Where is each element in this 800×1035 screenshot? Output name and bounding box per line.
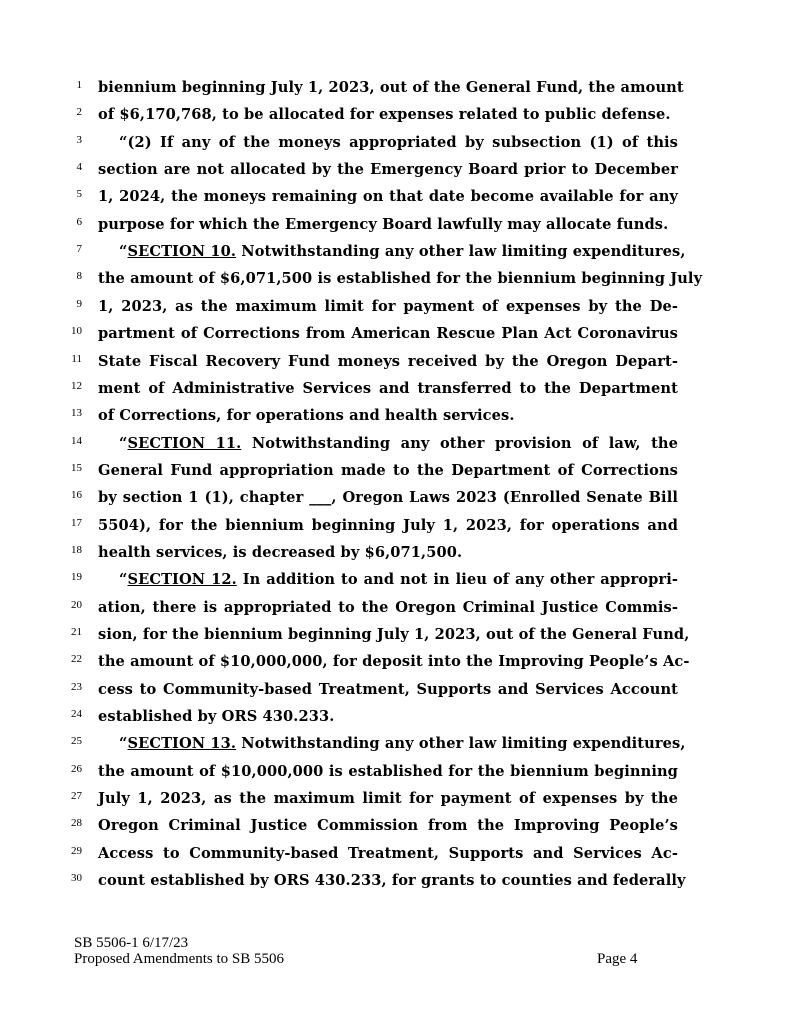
line-number: 15 [71,461,82,474]
line-body-text: ation, there is appropriated to the Oregon Criminal Justice Commis- [98,598,678,616]
line-body-text: health services, is decreased by $6,071,500. [98,543,463,561]
line-body-text: sion, for the biennium beginning July 1, 2023, out of the General Fund, [98,626,690,643]
line-body-text: purpose for which the Emergency Board lawfully may allocate funds. [98,215,669,233]
line-body-text: Notwithstanding any other law limiting expenditures, [236,735,686,753]
line-text [98,156,678,183]
line-body-text: 1, 2024, the moneys remaining on that date become available for any [98,188,678,206]
document-line [0,402,800,429]
line-lead-text: “ [119,735,128,753]
document-line [0,812,800,839]
line-number: 17 [71,516,82,529]
line-lead-text: “ [119,243,128,261]
line-text [98,758,678,785]
line-text [98,183,678,210]
document-line [0,758,800,785]
line-text [98,402,678,429]
document-line [0,785,800,812]
line-number: 23 [71,680,82,693]
line-text [98,348,678,375]
line-number: 29 [71,844,82,857]
line-text [98,703,678,730]
document-line [0,484,800,511]
document-line [0,512,800,539]
document-line [0,457,800,484]
line-text [98,812,678,839]
line-text [98,375,678,402]
document-line [0,703,800,730]
line-text [98,265,703,292]
section-heading: SECTION 11. [127,434,242,452]
line-number: 1 [76,79,82,91]
line-text [98,867,686,894]
line-text [98,74,684,101]
line-number: 22 [71,653,82,666]
line-number: 16 [71,489,82,502]
line-number: 21 [71,626,82,638]
document-line [0,265,800,292]
line-body-text: In addition to and not in lieu of any other appropri- [236,571,678,589]
line-body-text: 5504), for the biennium beginning July 1, 2023, for operations and [98,516,678,534]
line-body-text: by section 1 (1), chapter ___, Oregon Laws 2023 (Enrolled Senate Bill [98,489,678,507]
line-number: 27 [71,790,82,803]
line-text [119,730,686,757]
line-number: 9 [76,297,82,310]
line-number: 24 [71,708,82,721]
document-line [0,840,800,867]
document-line [0,648,800,675]
line-number: 11 [71,352,82,365]
line-text [98,840,678,867]
line-text [98,293,678,320]
line-number: 18 [71,543,82,556]
line-body-text: Notwithstanding any other provision of law, the [241,434,679,452]
line-text [98,457,678,484]
document-line [0,539,800,566]
line-text [119,238,686,265]
line-number: 13 [71,407,82,420]
line-body-text: of Corrections, for operations and health services. [98,407,515,425]
document-line [0,293,800,320]
page-footer [74,935,674,967]
document-line [0,183,800,210]
line-number: 8 [76,270,82,283]
line-body-text: cess to Community-based Treatment, Supports and Services Account [98,680,678,698]
line-number: 20 [71,598,82,611]
line-body-text: biennium beginning July 1, 2023, out of the General Fund, the amount [98,79,684,96]
line-text [98,648,690,675]
line-body-text: count established by ORS 430.233, for grants to counties and federally [98,872,686,890]
line-body-text: ment of Administrative Services and transferred to the Department [98,379,678,397]
document-line [0,101,800,128]
line-text [98,101,678,128]
line-body-text: partment of Corrections from American Rescue Plan Act Coronavirus [98,325,678,343]
document-line [0,211,800,238]
line-number: 12 [71,379,82,392]
line-body-text: State Fiscal Recovery Fund moneys received by the Oregon Depart- [98,352,678,370]
document-line [0,730,800,757]
line-number: 10 [71,325,82,338]
document-line [0,375,800,402]
section-heading: SECTION 12. [127,571,237,589]
line-body-text: the amount of $10,000,000 is established for the biennium beginning [98,762,678,780]
footer-bill-id: SB 5506-1 6/17/23 [74,935,189,951]
line-number: 4 [76,161,82,174]
line-number: 7 [76,243,82,256]
line-number: 19 [71,571,82,584]
section-heading: SECTION 13. [127,735,237,753]
line-text [98,676,678,703]
line-lead-text: “ [119,571,128,589]
line-text [98,320,678,347]
line-number: 30 [71,872,82,885]
line-number: 3 [76,133,82,146]
document-line [0,74,800,101]
line-number: 28 [71,817,82,830]
line-text [98,621,690,648]
line-number: 2 [76,106,82,119]
document-line [0,867,800,894]
line-body-text: the amount of $10,000,000, for deposit into the Improving People’s Ac- [98,653,690,671]
line-body-text: Access to Community-based Treatment, Supports and Services Ac- [98,844,678,862]
document-line [0,566,800,593]
line-text [98,785,678,812]
document-line [0,129,800,156]
footer-page-number: Page 4 [597,951,638,967]
line-body-text: of $6,170,768, to be allocated for expenses related to public defense. [98,106,671,124]
line-body-text: the amount of $6,071,500 is established for the biennium beginning July [98,270,703,288]
line-body-text: July 1, 2023, as the maximum limit for payment of expenses by the [98,790,678,808]
line-number: 26 [71,762,82,775]
line-text [98,211,678,238]
section-heading: SECTION 10. [127,243,237,261]
document-line [0,621,800,648]
document-line [0,594,800,621]
document-line [0,156,800,183]
line-body-text: 1, 2023, as the maximum limit for payment of expenses by the De- [98,297,678,315]
line-body-text: Oregon Criminal Justice Commission from the Improving People’s [98,817,678,835]
document-line [0,238,800,265]
document-line [0,320,800,347]
line-number: 25 [71,735,82,748]
line-body-text: General Fund appropriation made to the Department of Corrections [98,461,678,479]
line-text [98,484,678,511]
line-text [98,512,678,539]
document-line [0,676,800,703]
line-number: 5 [76,188,82,201]
line-body-text: established by ORS 430.233. [98,708,335,726]
line-text [119,566,678,593]
line-text [119,430,678,457]
line-lead-text: “ [119,434,128,452]
document-line [0,348,800,375]
footer-description: Proposed Amendments to SB 5506 [74,951,285,967]
line-body-text: Notwithstanding any other law limiting expenditures, [236,243,686,261]
line-text [119,129,678,156]
line-number: 6 [76,215,82,228]
document-line [0,430,800,457]
line-text [98,539,678,566]
line-text [98,594,678,621]
line-number: 14 [71,434,82,447]
line-body-text: section are not allocated by the Emergency Board prior to December [98,161,678,179]
line-lead-text: “(2) If any of the moneys appropriated by subsection (1) of this [119,133,678,151]
